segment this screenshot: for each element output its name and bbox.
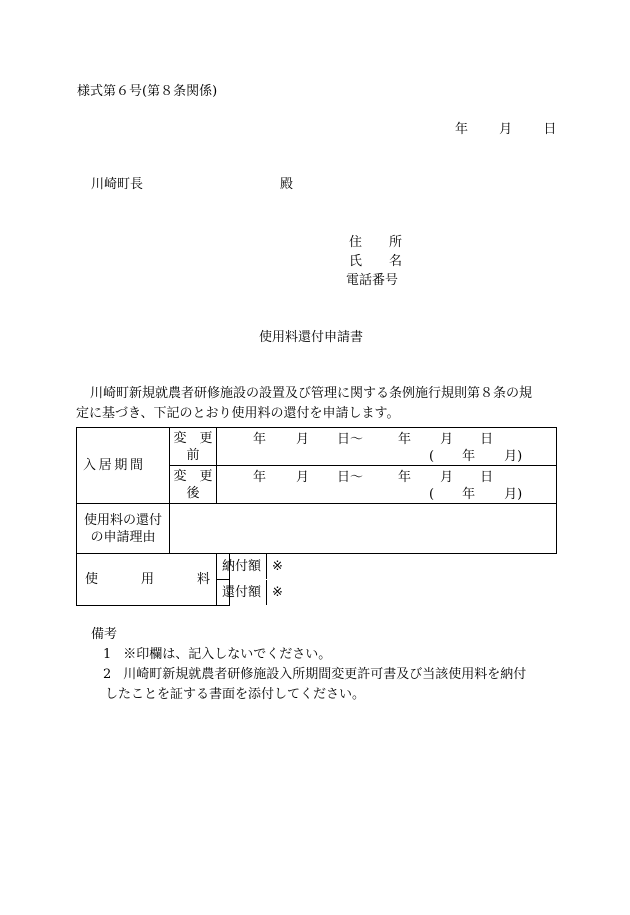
refund-amount-mark: ※	[272, 585, 283, 600]
note-2-continued: したことを証する書面を添付してください。	[105, 687, 366, 702]
paid-amount-label-cell: 納 付 額	[217, 554, 267, 579]
addressee-name: 川崎町長	[91, 177, 144, 192]
date-line	[455, 122, 556, 138]
paid-amount-row[interactable]	[217, 554, 283, 580]
before-change-label: 変 更 前	[170, 428, 217, 466]
applicant-phone-label: 電話番号	[346, 273, 399, 288]
addressee-honorific: 殿	[280, 177, 294, 192]
body-line-1: 川崎町新規就農者研修施設の設置及び管理に関する条例施行規則第８条の規	[90, 386, 533, 401]
after-change-period[interactable]: 年 月 日〜 年 月 日 ( 年 月)	[217, 466, 557, 504]
before-change-period[interactable]: 年 月 日〜 年 月 日 ( 年 月)	[217, 428, 557, 466]
body-line-2: 定に基づき、下記のとおり使用料の還付を申請します。	[76, 406, 400, 421]
refund-amount-row[interactable]	[217, 580, 283, 606]
notes-heading: 備考	[91, 627, 118, 642]
applicant-name-label: 氏 名	[349, 254, 402, 269]
body-text	[76, 384, 558, 424]
date-day: 日	[543, 122, 557, 137]
refund-reason-label: 使用料の還付 の申請理由	[77, 504, 170, 554]
applicant-address-label: 住 所	[349, 235, 402, 250]
date-year: 年	[455, 122, 469, 137]
date-month: 月	[499, 122, 513, 137]
note-2: 2 川崎町新規就農者研修施設入所期間変更許可書及び当該使用料を納付	[103, 667, 527, 682]
after-change-label: 変 更 後	[170, 466, 217, 504]
application-table	[76, 427, 557, 606]
notes	[91, 625, 526, 705]
residence-period-label: 入 居 期 間	[77, 428, 170, 504]
refund-reason-field[interactable]	[170, 504, 557, 554]
paid-amount-mark: ※	[272, 559, 283, 574]
fee-label: 使 用 料	[77, 554, 217, 606]
document-title: 使用料還付申請書	[259, 330, 364, 345]
note-1: 1 ※印欄は、記入しないでください。	[103, 647, 332, 662]
form-number: 様式第６号(第８条関係)	[77, 84, 218, 99]
refund-amount-label-cell: 還 付 額	[217, 580, 267, 605]
